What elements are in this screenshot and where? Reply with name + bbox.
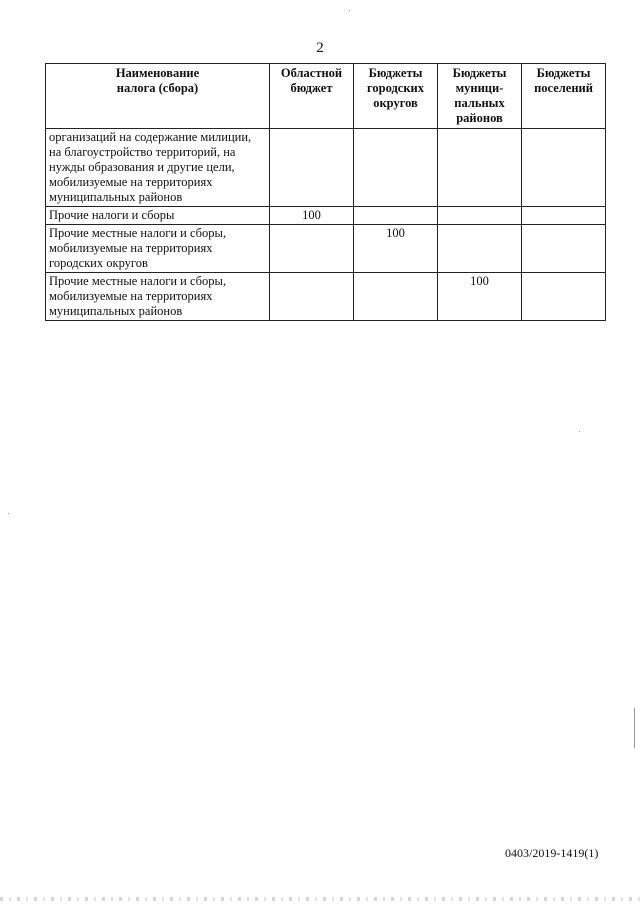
header-tax-name: Наименование налога (сбора) — [46, 64, 270, 129]
row-value-city-districts — [354, 207, 438, 225]
row-value-regional — [270, 129, 354, 207]
header-municipal-district-budgets: Бюджеты муници-пальных районов — [438, 64, 522, 129]
header-settlement-budgets: Бюджеты поселений — [522, 64, 606, 129]
table-row — [46, 225, 606, 273]
row-value-regional: 100 — [270, 207, 354, 225]
row-value-settlements — [522, 207, 606, 225]
row-value-settlements — [522, 225, 606, 273]
row-value-settlements — [522, 273, 606, 321]
scan-speck — [579, 431, 580, 432]
row-tax-name: Прочие местные налоги и сборы, мобилизуемые на территориях муниципальных районов — [46, 273, 270, 321]
row-value-municipal-districts: 100 — [438, 273, 522, 321]
row-value-settlements — [522, 129, 606, 207]
row-value-city-districts — [354, 273, 438, 321]
row-value-city-districts: 100 — [354, 225, 438, 273]
row-value-municipal-districts — [438, 129, 522, 207]
table-row — [46, 273, 606, 321]
table-header-row — [46, 64, 606, 129]
scan-speck — [634, 708, 635, 748]
row-value-municipal-districts — [438, 225, 522, 273]
page-number: 2 — [316, 40, 324, 56]
header-regional-budget: Областной бюджет — [270, 64, 354, 129]
scan-noise-strip — [0, 897, 640, 901]
table-row — [46, 207, 606, 225]
tax-distribution-table — [45, 63, 606, 321]
scan-speck — [349, 10, 350, 11]
header-city-district-budgets: Бюджеты городских округов — [354, 64, 438, 129]
row-tax-name: Прочие налоги и сборы — [46, 207, 270, 225]
row-tax-name: организаций на содержание милиции, на благоустройство территорий, на нужды образования и другие цели, мобилизуемые на территориях муниципальных районов — [46, 129, 270, 207]
row-tax-name: Прочие местные налоги и сборы, мобилизуемые на территориях городских округов — [46, 225, 270, 273]
row-value-regional — [270, 225, 354, 273]
row-value-municipal-districts — [438, 207, 522, 225]
document-registration-code: 0403/2019-1419(1) — [505, 846, 599, 860]
row-value-regional — [270, 273, 354, 321]
row-value-city-districts — [354, 129, 438, 207]
scan-speck — [8, 513, 9, 514]
table-row — [46, 129, 606, 207]
